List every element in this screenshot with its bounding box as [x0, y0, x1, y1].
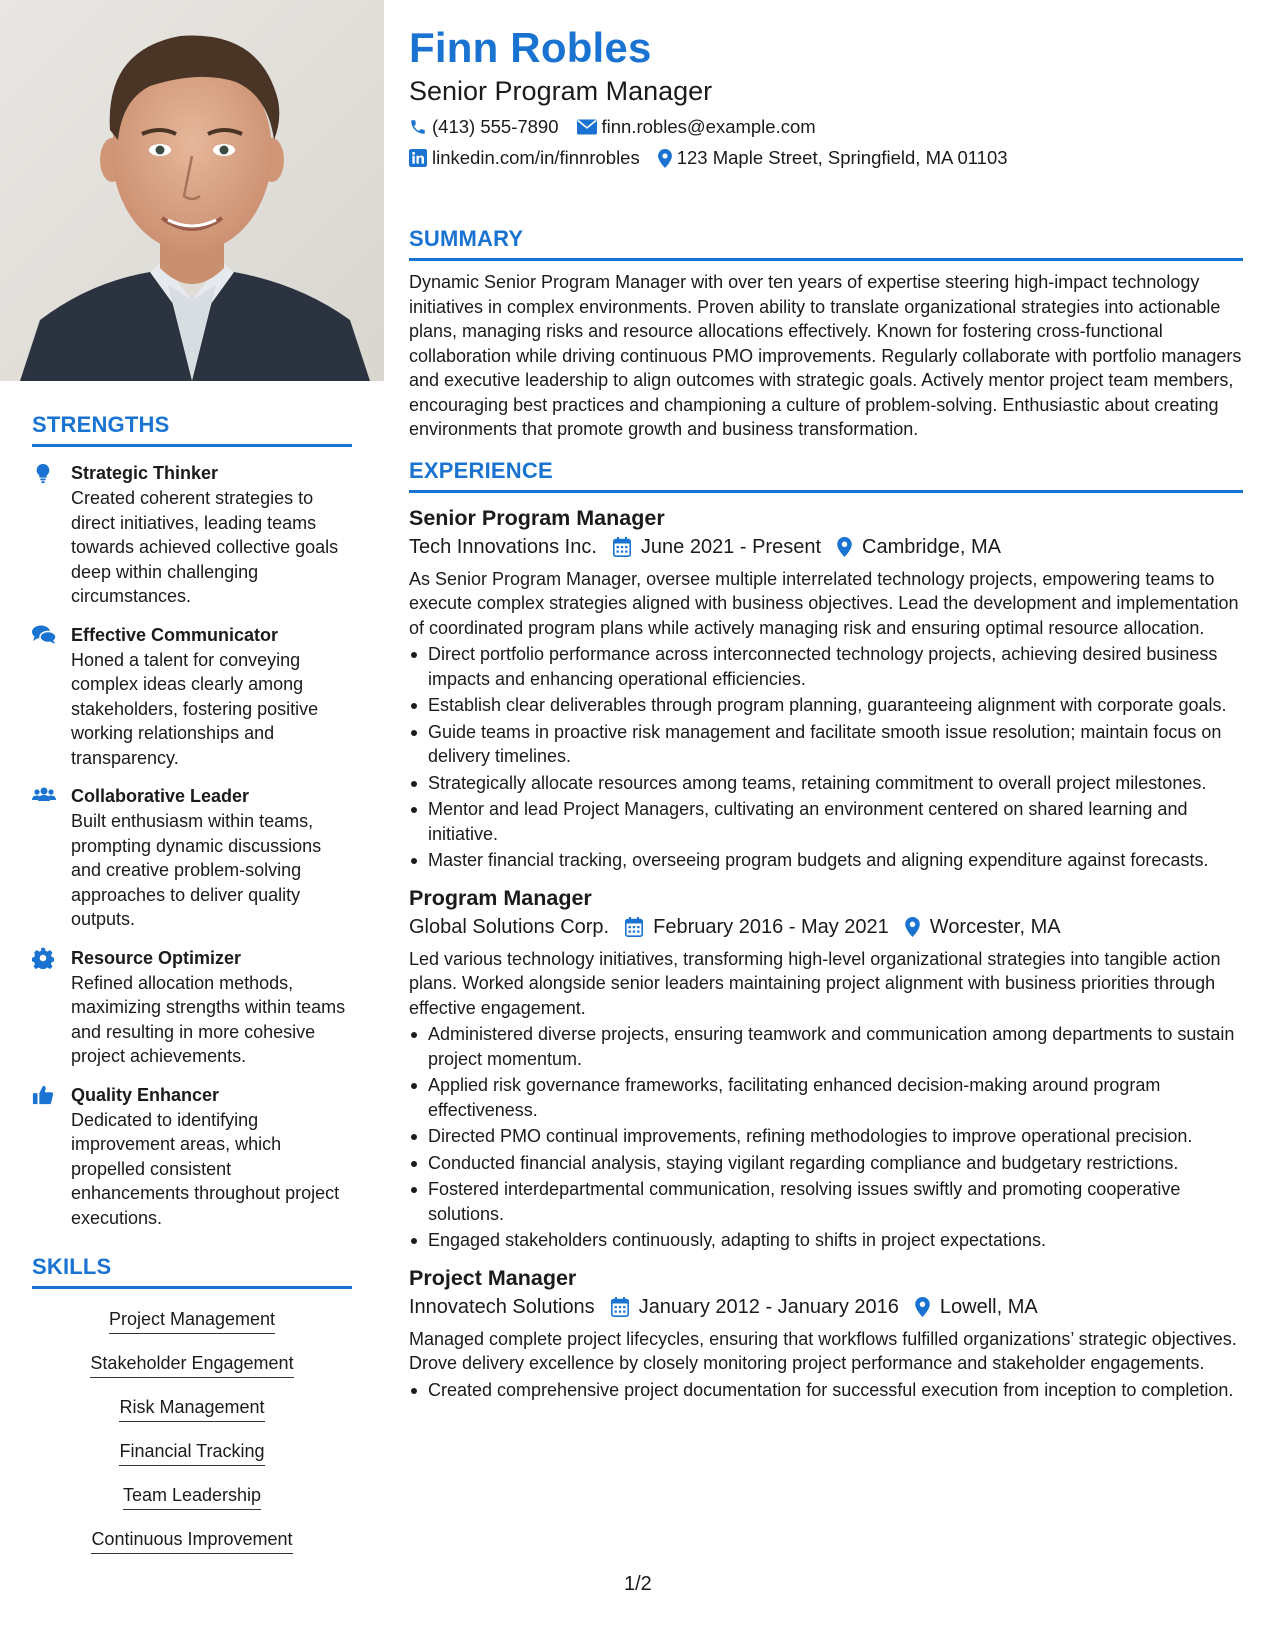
skills-section [32, 1254, 352, 1565]
strengths-list [32, 461, 352, 1230]
job-location [837, 533, 1001, 561]
job-entry [409, 1264, 1243, 1403]
job-company: Innovatech Solutions [409, 1295, 595, 1318]
strength-item [32, 784, 352, 932]
linkedin-text[interactable]: linkedin.com/in/finnrobles [432, 147, 640, 168]
skill-item: Risk Management [119, 1395, 264, 1422]
job-bullets [409, 1378, 1243, 1403]
left-column [0, 0, 384, 1650]
candidate-name: Finn Robles [409, 24, 652, 71]
job-location [905, 913, 1061, 941]
job-description: Led various technology initiatives, transforming high-level organizational strategies into tangible action plans. Worked alongside senior leaders maintaining project alignment with business priorities through effective engagement. [409, 948, 1221, 1018]
summary-text: Dynamic Senior Program Manager with over ten years of expertise steering high-impact technology initiatives in complex environments. Proven ability to translate organizational strategies into actionable plans, managing risks and resource allocations effectively. Known for fostering cross-functional collaboration while driving continuous PMO improvements. Regularly collaborate with portfolio managers and executive leadership to align outcomes with strategic goals. Actively mentor project team members, encouraging best practices and championing a culture of problem-solving. Enthusiastic about creating environments that promote growth and business transformation. [409, 272, 1242, 439]
map-pin-icon [658, 149, 672, 168]
skill-item: Stakeholder Engagement [90, 1351, 293, 1378]
job-bullets [409, 1022, 1243, 1253]
strengths-heading: STRENGTHS [32, 412, 352, 447]
job-location-text: Lowell, MA [939, 1295, 1038, 1318]
contact-row-1 [409, 115, 1243, 139]
job-dates-text: February 2016 - May 2021 [653, 915, 889, 938]
strength-desc: Dedicated to identifying improvement areas, which propelled consistent enhancements throughout project executions. [71, 1109, 340, 1228]
users-icon [32, 785, 56, 807]
strength-title: Collaborative Leader [71, 786, 250, 806]
job-entry [409, 504, 1243, 873]
job-role: Senior Program Manager [409, 505, 665, 530]
job-bullet: Directed PMO continual improvements, refining methodologies to improve operational precision. [409, 1124, 1243, 1149]
job-dates-text: January 2012 - January 2016 [638, 1295, 899, 1318]
phone-icon [409, 118, 427, 136]
job-dates [613, 533, 821, 561]
job-company: Tech Innovations Inc. [409, 535, 597, 558]
skills-heading: SKILLS [32, 1254, 352, 1289]
job-bullet: Administered diverse projects, ensuring teamwork and communication among departments to sustain project momentum. [409, 1022, 1243, 1071]
linkedin-contact[interactable] [409, 146, 640, 170]
job-bullet: Guide teams in proactive risk management and facilitate smooth issue resolution; maintain focus on delivery timelines. [409, 720, 1243, 769]
contact-row-2 [409, 146, 1243, 170]
job-role: Program Manager [409, 885, 592, 910]
strength-title: Resource Optimizer [71, 947, 242, 968]
strength-item [32, 461, 352, 609]
strength-desc: Refined allocation methods, maximizing strengths within teams and resulting in more cohesive project achievements. [71, 972, 346, 1066]
job-location-text: Worcester, MA [929, 915, 1061, 938]
strength-desc: Honed a talent for conveying complex ideas clearly among stakeholders, fostering positive working relationships and transparency. [71, 649, 319, 768]
calendar-icon [613, 537, 631, 557]
page-number: 1/2 [624, 1573, 652, 1595]
job-role: Project Manager [409, 1265, 577, 1290]
phone-contact [409, 115, 559, 139]
strength-desc: Created coherent strategies to direct initiatives, leading teams towards achieved collective goals deep within challenging circumstances. [71, 488, 339, 606]
job-description: Managed complete project lifecycles, ensuring that workflows fulfilled organizations’ strategic objectives. Drove delivery excellence by closely monitoring project performance and stakeholder engagements. [409, 1328, 1237, 1373]
lightbulb-icon [32, 462, 56, 484]
job-bullet: Engaged stakeholders continuously, adapting to shifts in project expectations. [409, 1228, 1243, 1253]
calendar-icon [611, 1297, 629, 1317]
job-location [915, 1293, 1038, 1321]
job-entry [409, 884, 1243, 1253]
job-bullet: Establish clear deliverables through program planning, guaranteeing alignment with corporate goals. [409, 693, 1243, 718]
job-meta [409, 533, 1243, 561]
job-company: Global Solutions Corp. [409, 915, 610, 938]
job-meta [409, 1293, 1243, 1321]
strength-item [32, 623, 352, 771]
address-contact [658, 146, 1008, 170]
thumbs-up-icon [32, 1084, 56, 1106]
profile-photo [0, 0, 384, 381]
map-pin-icon [905, 917, 920, 937]
strength-item [32, 946, 352, 1069]
summary-section [409, 226, 1243, 442]
skill-item: Project Management [109, 1307, 275, 1334]
skill-item: Continuous Improvement [91, 1527, 292, 1554]
email-contact[interactable] [577, 115, 816, 139]
job-bullet: Created comprehensive project documentation for successful execution from inception to completion. [409, 1378, 1243, 1403]
email-text[interactable]: finn.robles@example.com [601, 116, 816, 137]
job-bullet: Strategically allocate resources among teams, retaining commitment to overall project milestones. [409, 771, 1243, 796]
envelope-icon [577, 119, 597, 135]
strength-title: Effective Communicator [71, 624, 279, 645]
strength-desc: Built enthusiasm within teams, prompting dynamic discussions and creative problem-solving approaches to deliver quality outputs. [71, 811, 322, 929]
candidate-title: Senior Program Manager [409, 76, 713, 106]
job-bullet: Applied risk governance frameworks, facilitating enhanced decision-making around program effectiveness. [409, 1073, 1243, 1122]
strength-title: Strategic Thinker [71, 463, 219, 483]
experience-heading: EXPERIENCE [409, 458, 1243, 493]
job-bullet: Master financial tracking, overseeing program budgets and aligning expenditure against forecasts. [409, 848, 1243, 873]
job-dates [625, 913, 889, 941]
right-column [409, 22, 1243, 1404]
strength-title: Quality Enhancer [71, 1084, 220, 1105]
comments-icon [32, 624, 56, 646]
job-dates [611, 1293, 899, 1321]
skill-item: Financial Tracking [119, 1439, 264, 1466]
linkedin-icon [409, 149, 427, 167]
gear-icon [32, 947, 56, 969]
left-content [32, 412, 352, 1565]
job-bullet: Fostered interdepartmental communication, resolving issues swiftly and promoting cooperative solutions. [409, 1177, 1243, 1226]
experience-section [409, 458, 1243, 1403]
phone-text: (413) 555-7890 [432, 116, 559, 137]
job-bullet: Conducted financial analysis, staying vigilant regarding compliance and budgetary restrictions. [409, 1151, 1243, 1176]
job-meta [409, 913, 1243, 941]
job-bullet: Mentor and lead Project Managers, cultivating an environment centered on shared learning and initiative. [409, 797, 1243, 846]
job-bullets [409, 642, 1243, 873]
strength-item [32, 1083, 352, 1231]
job-dates-text: June 2021 - Present [640, 535, 822, 558]
job-location-text: Cambridge, MA [862, 535, 1001, 558]
skills-list [32, 1301, 352, 1565]
job-description: As Senior Program Manager, oversee multiple interrelated technology projects, empowering teams to execute complex strategies aligned with business objectives. Lead the development and implementation of coordinated program plans while actively managing risk and ensuring optimal resource allocation. [409, 568, 1239, 638]
address-text: 123 Maple Street, Springfield, MA 01103 [676, 147, 1008, 168]
summary-heading: SUMMARY [409, 226, 1243, 261]
calendar-icon [625, 917, 643, 937]
job-bullet: Direct portfolio performance across interconnected technology projects, achieving desired business impacts and enhancing operational efficiencies. [409, 642, 1243, 691]
map-pin-icon [837, 537, 852, 557]
skill-item: Team Leadership [123, 1483, 261, 1510]
map-pin-icon [915, 1297, 930, 1317]
